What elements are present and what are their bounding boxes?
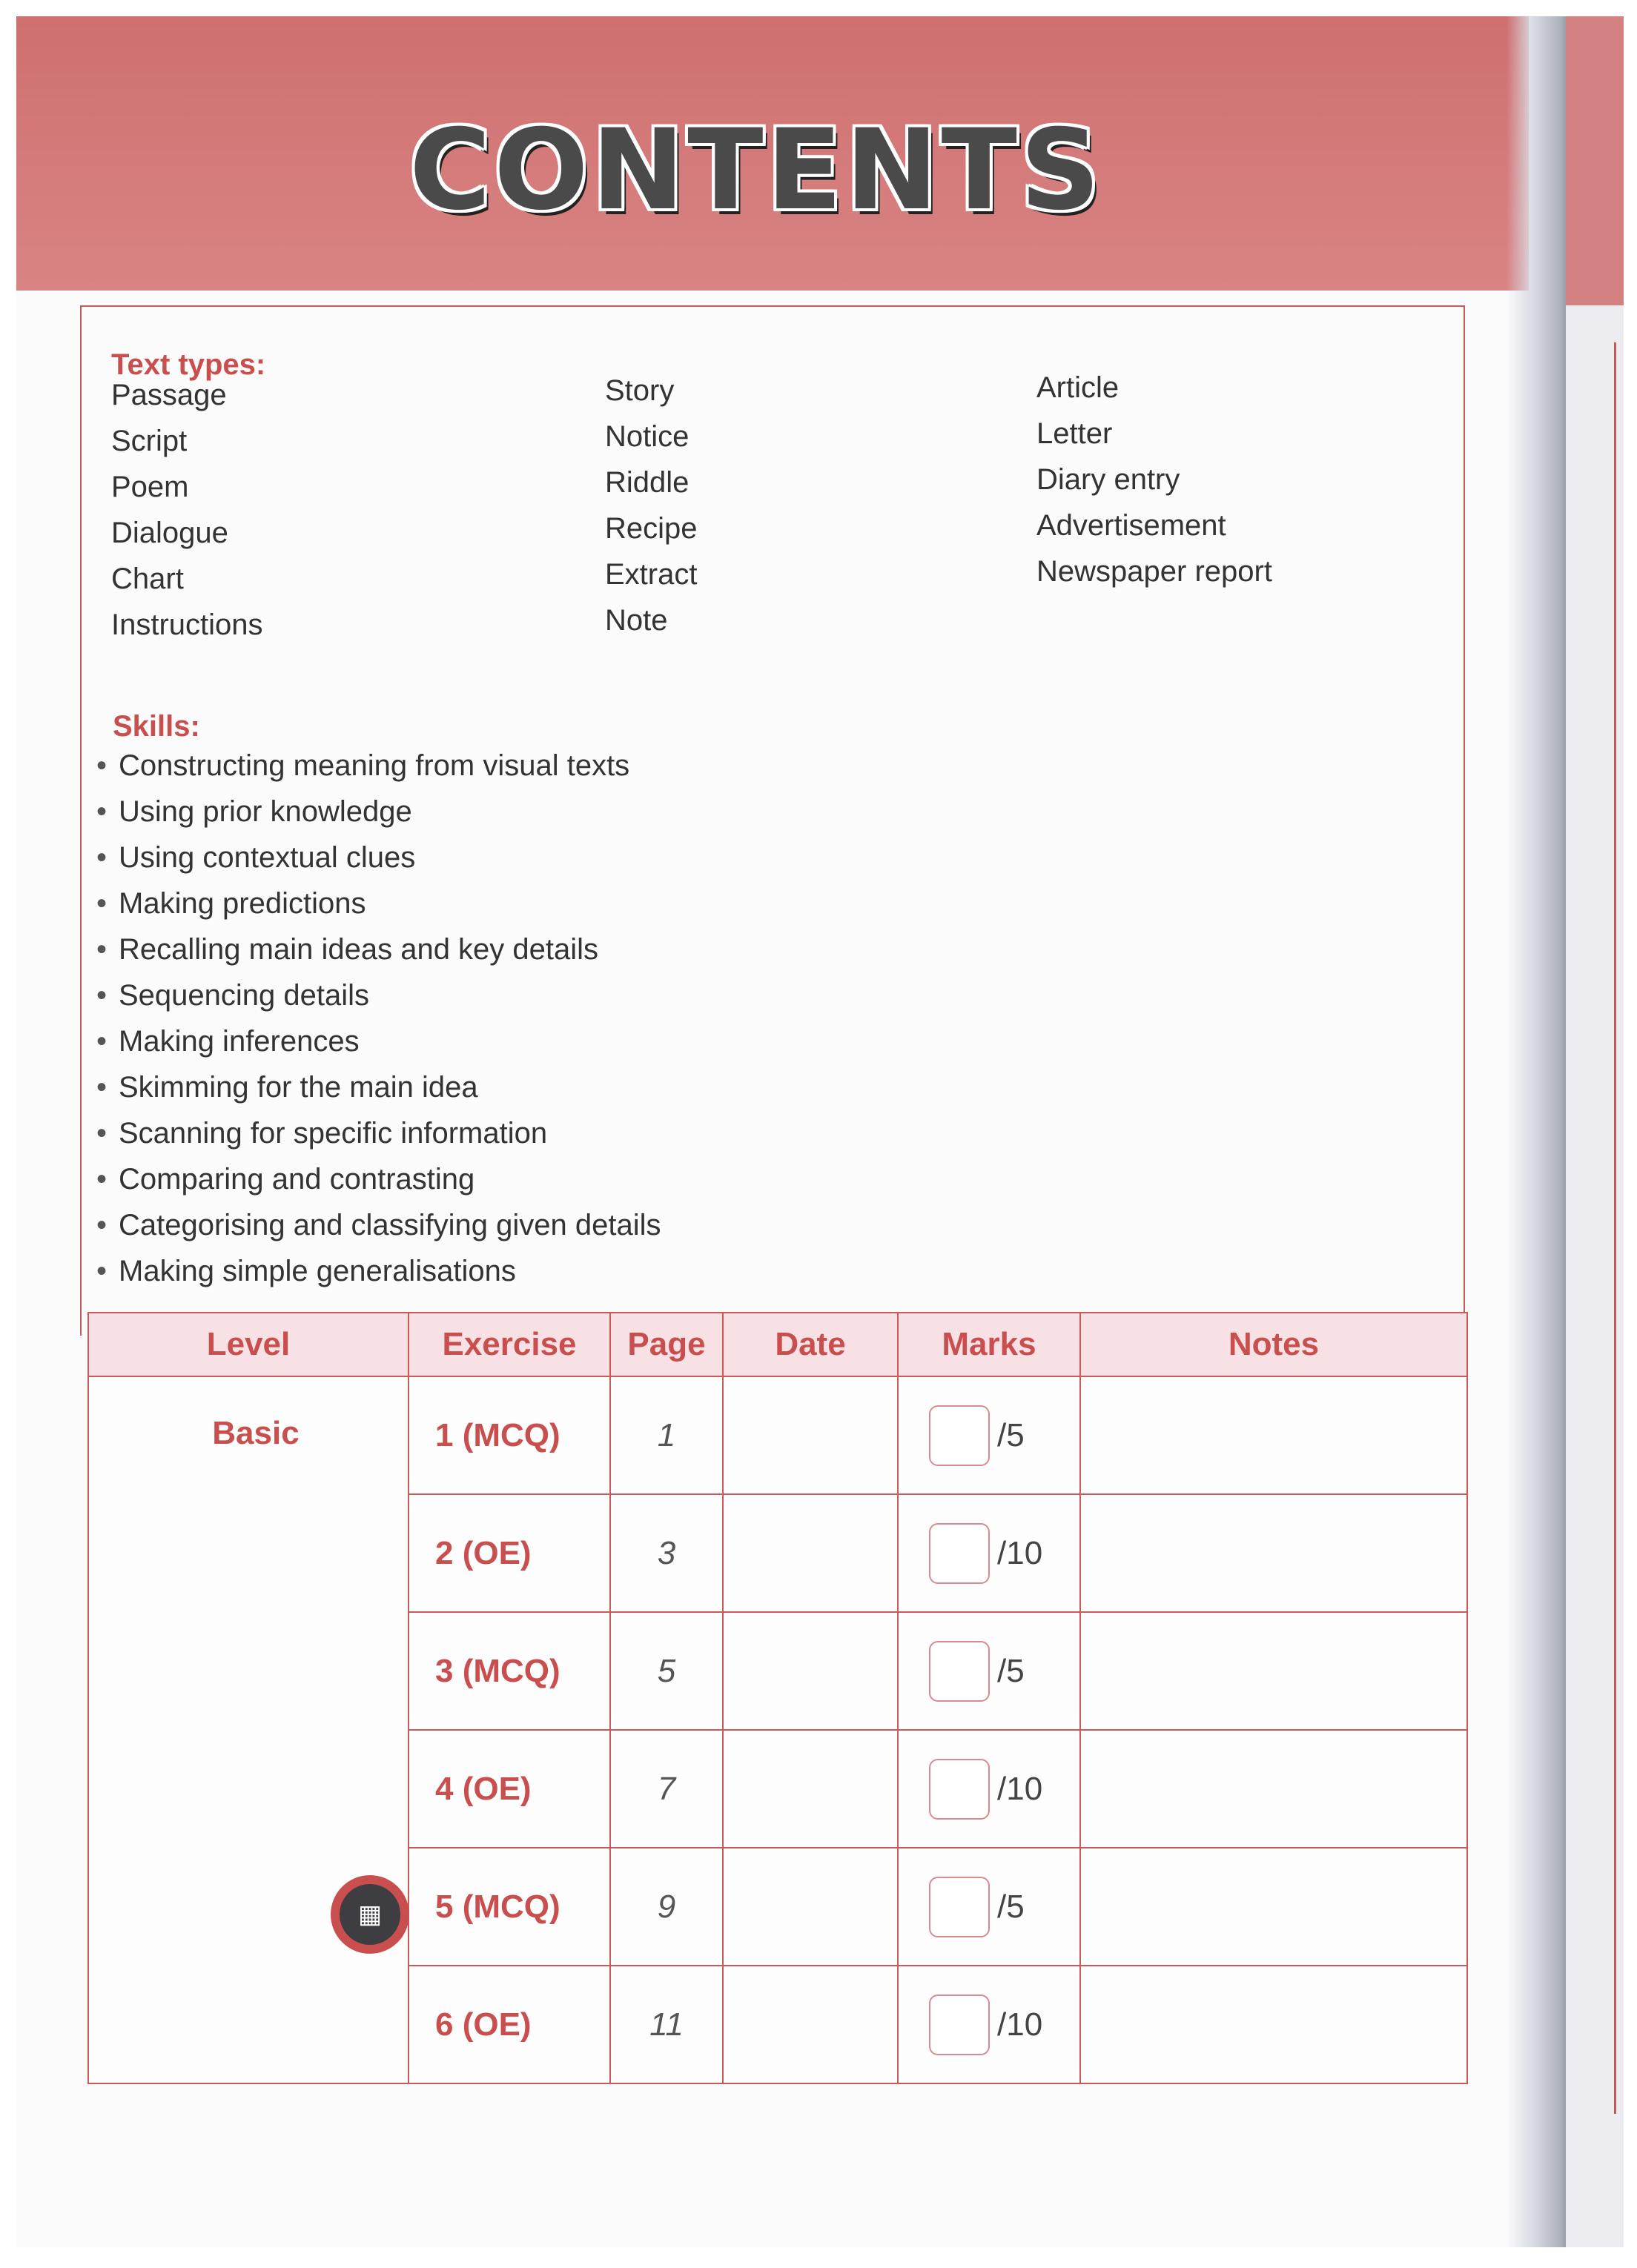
marks-cell — [898, 1966, 1080, 2083]
bullet-icon: • — [96, 979, 108, 1012]
table-row — [88, 1376, 1467, 1494]
text-type-item: Letter — [1036, 417, 1113, 450]
exercise-link[interactable]: 6 (OE) — [435, 2006, 532, 2043]
marks-total: /5 — [997, 1888, 1025, 1925]
exercise-link[interactable]: 5 (MCQ) — [435, 1888, 560, 1925]
marks-total: /10 — [997, 1770, 1043, 1807]
exercise-cell — [409, 1848, 610, 1966]
text-type-item: Riddle — [605, 466, 689, 499]
text-type-item: Passage — [111, 379, 227, 411]
skill-item — [96, 1202, 661, 1248]
marks-input[interactable] — [929, 1877, 990, 1937]
date-cell[interactable] — [723, 1612, 898, 1730]
notes-cell[interactable] — [1080, 1848, 1467, 1966]
notes-cell[interactable] — [1080, 1376, 1467, 1494]
notes-cell[interactable] — [1080, 1730, 1467, 1848]
skills-heading: Skills: — [113, 710, 200, 743]
next-page-band — [1566, 16, 1624, 305]
marks-input[interactable] — [929, 1405, 990, 1466]
skill-label: Using prior knowledge — [119, 795, 412, 828]
header-marks: Marks — [898, 1313, 1080, 1376]
text-type-item: Dialogue — [111, 517, 228, 549]
bullet-icon: • — [96, 1255, 108, 1287]
text-types-heading: Text types: — [111, 348, 266, 381]
skill-label: Sequencing details — [119, 979, 370, 1012]
skill-item — [96, 789, 661, 835]
book-spine-shadow — [1507, 16, 1566, 2247]
bullet-icon: • — [96, 795, 108, 828]
text-type-item: Recipe — [605, 512, 698, 545]
level-cell — [88, 1376, 409, 2083]
header-exercise: Exercise — [409, 1313, 610, 1376]
page-cell — [610, 1966, 723, 2083]
date-cell[interactable] — [723, 1376, 898, 1494]
marks-total: /5 — [997, 1416, 1025, 1453]
marks-input[interactable] — [929, 1641, 990, 1702]
bullet-icon: • — [96, 1117, 108, 1150]
marks-cell — [898, 1494, 1080, 1612]
skill-item — [96, 1110, 661, 1156]
text-type-item: Script — [111, 425, 188, 457]
skill-item — [96, 1064, 661, 1110]
date-cell[interactable] — [723, 1966, 898, 2083]
text-type-item: Instructions — [111, 609, 263, 641]
notes-cell[interactable] — [1080, 1966, 1467, 2083]
bullet-icon: • — [96, 749, 108, 782]
text-type-item: Advertisement — [1036, 509, 1226, 542]
marks-input[interactable] — [929, 1759, 990, 1820]
page-cell — [610, 1730, 723, 1848]
text-type-item: Story — [605, 374, 675, 407]
text-type-item: Extract — [605, 558, 698, 591]
skill-item — [96, 972, 661, 1018]
skill-item — [96, 926, 661, 972]
text-type-item: Article — [1036, 371, 1120, 404]
marks-cell — [898, 1376, 1080, 1494]
contents-table — [87, 1312, 1468, 2084]
notes-cell[interactable] — [1080, 1494, 1467, 1612]
marks-cell — [898, 1848, 1080, 1966]
text-type-item: Chart — [111, 563, 184, 595]
date-cell[interactable] — [723, 1730, 898, 1848]
marks-total: /5 — [997, 1652, 1025, 1689]
page-title: CONTENTS — [409, 106, 1103, 235]
skill-label: Making simple generalisations — [119, 1255, 516, 1287]
skill-label: Constructing meaning from visual texts — [119, 749, 630, 782]
notes-cell[interactable] — [1080, 1612, 1467, 1730]
header-page: Page — [610, 1313, 723, 1376]
date-cell[interactable] — [723, 1848, 898, 1966]
film-reel-icon[interactable] — [331, 1875, 409, 1954]
bullet-icon: • — [96, 1209, 108, 1241]
page-cell — [610, 1848, 723, 1966]
text-types-col-3 — [1036, 365, 1272, 594]
page-number: 7 — [657, 1770, 676, 1807]
exercise-link[interactable]: 2 (OE) — [435, 1534, 532, 1571]
page-number: 3 — [657, 1534, 676, 1571]
skill-label: Making predictions — [119, 887, 366, 920]
page-number: 1 — [657, 1416, 676, 1453]
marks-input[interactable] — [929, 1523, 990, 1584]
bullet-icon: • — [96, 1163, 108, 1196]
page-number: 9 — [657, 1888, 676, 1925]
text-type-item: Diary entry — [1036, 463, 1180, 496]
skill-item — [96, 881, 661, 926]
skills-list — [96, 743, 661, 1294]
skill-item — [96, 1248, 661, 1294]
page-cell — [610, 1612, 723, 1730]
exercise-cell — [409, 1376, 610, 1494]
level-label: Basic — [212, 1415, 300, 1451]
text-type-item: Note — [605, 604, 668, 637]
exercise-cell — [409, 1612, 610, 1730]
marks-cell — [898, 1612, 1080, 1730]
exercise-link[interactable]: 3 (MCQ) — [435, 1652, 560, 1689]
exercise-link[interactable]: 4 (OE) — [435, 1770, 532, 1807]
bullet-icon: • — [96, 933, 108, 966]
marks-cell — [898, 1730, 1080, 1848]
skill-label: Using contextual clues — [119, 841, 416, 874]
skill-item — [96, 1018, 661, 1064]
date-cell[interactable] — [723, 1494, 898, 1612]
bullet-icon: • — [96, 841, 108, 874]
page-cell — [610, 1494, 723, 1612]
page-number: 5 — [657, 1652, 676, 1689]
header-notes: Notes — [1080, 1313, 1467, 1376]
skill-item — [96, 835, 661, 881]
text-type-item: Poem — [111, 471, 189, 503]
skill-item — [96, 743, 661, 789]
marks-input[interactable] — [929, 1995, 990, 2055]
text-type-item: Newspaper report — [1036, 555, 1272, 588]
skill-item — [96, 1156, 661, 1202]
marks-total: /10 — [997, 1534, 1043, 1571]
film-reel-icon-inner: ▦ — [340, 1884, 400, 1945]
text-types-col-2 — [605, 368, 698, 643]
skill-label: Making inferences — [119, 1025, 360, 1058]
page-number: 11 — [649, 2006, 684, 2043]
next-page-border — [1614, 342, 1621, 2114]
page-cell — [610, 1376, 723, 1494]
skill-label: Scanning for specific information — [119, 1117, 548, 1150]
bullet-icon: • — [96, 1071, 108, 1104]
exercise-cell — [409, 1966, 610, 2083]
exercise-cell — [409, 1494, 610, 1612]
exercise-cell — [409, 1730, 610, 1848]
exercise-link[interactable]: 1 (MCQ) — [435, 1416, 560, 1453]
skill-label: Categorising and classifying given details — [119, 1209, 661, 1241]
text-type-item: Notice — [605, 420, 689, 453]
header-level: Level — [88, 1313, 409, 1376]
skill-label: Skimming for the main idea — [119, 1071, 478, 1104]
text-types-col-1 — [111, 372, 263, 648]
skill-label: Recalling main ideas and key details — [119, 933, 599, 966]
marks-total: /10 — [997, 2006, 1043, 2043]
bullet-icon: • — [96, 1025, 108, 1058]
table-header-row — [88, 1313, 1467, 1376]
skill-label: Comparing and contrasting — [119, 1163, 475, 1196]
bullet-icon: • — [96, 887, 108, 920]
header-date: Date — [723, 1313, 898, 1376]
